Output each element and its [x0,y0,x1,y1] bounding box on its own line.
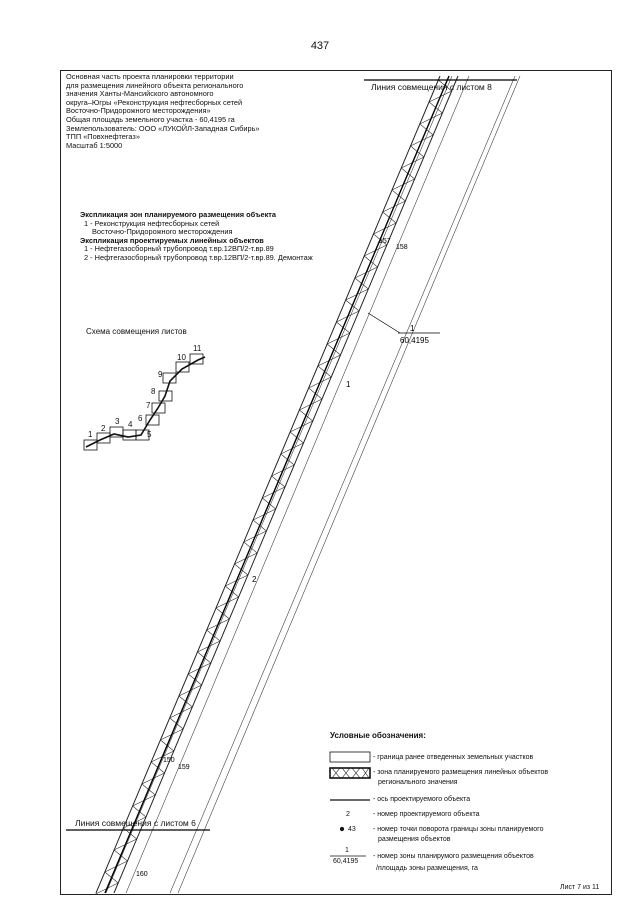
title-line-9: Масштаб 1:5000 [66,140,123,150]
match-line-bottom-label: Линия совмещения с листом 6 [75,818,196,828]
legend-item-zone-number-line-2: /площадь зоны размещения, га [376,865,478,872]
title-line-3: значения Ханты-Мансийского автономного [66,89,214,99]
scheme-sheet-7: 7 [146,401,151,410]
scheme-sheet-2: 2 [101,424,106,433]
zones-heading: Экспликация зон планируемого размещения объекта [80,210,277,219]
title-line-7: Землепользователь: ООО «ЛУКОЙЛ-Западная Сибирь» [66,123,260,133]
legend-item-point-line-1: - номер точки поворота границы зоны планируемого [373,826,544,833]
title-line-8: ТПП «Повхнефтегаз» [66,132,140,142]
sheet-layout-scheme [84,354,205,450]
point-label-158: 158 [396,244,408,251]
title-line-1: Основная часть проекта планировки территории [66,72,234,81]
scheme-sheet-4: 4 [128,420,133,429]
linear-item-1: 1 - Нефтегазосборный трубопровод т.вр.12ВП/2-т.вр.89 [84,244,274,254]
legend-fraction-number: 1 [345,847,349,854]
scheme-sheet-5: 5 [147,430,152,439]
legend-item-zone-line-1: - зона планируемого размещения линейных объектов [373,769,549,776]
point-label-160: 160 [136,871,148,878]
zones-item-1-line-2: Восточно-Придорожного месторождения [92,227,233,237]
zones-item-1-line-1: 1 - Реконструкция нефтесборных сетей [84,218,220,228]
page-number: 437 [310,40,330,52]
match-line-top-label: Линия совмещения с листом 8 [371,82,492,92]
title-block [66,73,326,150]
legend-symbol-object-number: 2 [346,811,350,818]
legend-symbol-point-number: 43 [348,826,356,833]
legend-fraction-area: 60,4195 [333,858,359,865]
legend-symbols [330,752,370,856]
object-label-1: 1 [346,380,351,389]
scheme-sheet-1: 1 [88,430,93,439]
legend-item-zone-line-2: регионального значения [378,779,458,786]
scheme-sheet-10: 10 [177,353,186,362]
scheme-sheet-8: 8 [151,387,156,396]
legend-item-zone-number-line-1: - номер зоны планирумого размещения объектов [373,853,534,860]
legend-item-point-line-2: размещения объектов [378,836,451,843]
title-line-5: Восточно-Придорожного месторождения» [66,106,211,116]
scheme-sheet-9: 9 [158,370,163,379]
legend-item-axis: - ось проектируемого объекта [373,796,471,803]
legend-symbol-point [340,827,343,830]
legend-item-plot: - граница ранее отведенных земельных участков [373,754,534,761]
object-label-2: 2 [252,575,257,584]
point-label-157: 157 [379,238,391,245]
zone-callout-leader [368,313,400,333]
scheme-sheet-numbers [88,344,202,439]
explication-block [80,211,370,263]
legend-item-object-number: - номер проектируемого объекта [373,811,480,818]
title-line-2: для размещения линейного объекта регионального [66,80,244,90]
scheme-sheet-6: 6 [138,414,143,423]
title-line-6: Общая площадь земельного участка - 60,4195 га [66,114,235,124]
scheme-sheet-11: 11 [193,344,202,353]
title-line-4: округа–Югры «Реконструкция нефтесборных сетей [66,97,243,107]
point-label-159: 159 [178,764,190,771]
linear-item-2: 2 - Нефтегазосборный трубопровод т.вр.12ВП/2-т.вр.89. Демонтаж [84,252,313,262]
sheet-info: Лист 7 из 11 [560,884,600,891]
point-label-150: 150 [163,757,175,764]
zone-callout-area: 60,4195 [400,336,429,345]
scheme-sheet-3: 3 [115,417,120,426]
linear-heading: Экспликация проектируемых линейных объектов [80,235,264,245]
legend-symbol-plot [330,752,370,762]
legend-title: Условные обозначения: [330,731,426,740]
scheme-title: Схема совмещения листов [86,327,187,336]
zone-callout-number: 1 [410,324,415,333]
